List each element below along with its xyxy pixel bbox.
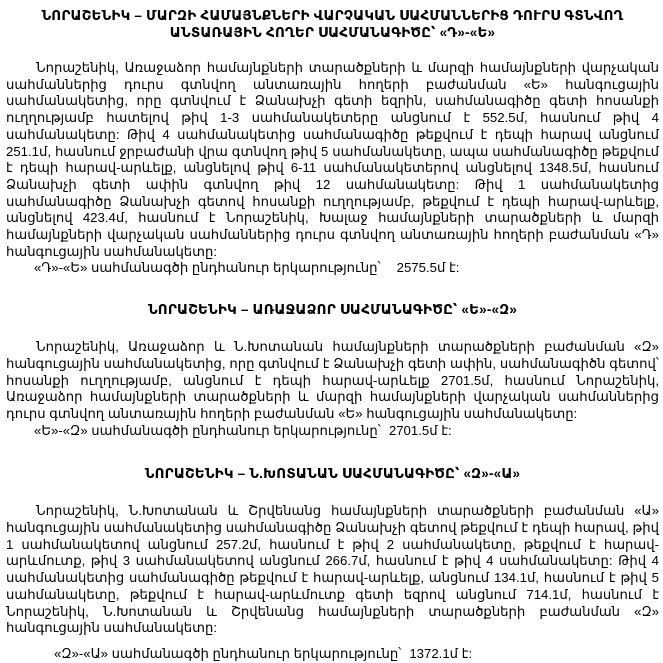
total-label: «Ե»-«Զ» սահմանագծի ընդհանուր երկարությունը՝	[34, 422, 381, 438]
section-total-length	[6, 646, 659, 663]
section-total-length	[6, 260, 659, 277]
section-title: ՆՈՐԱՇԵՆԻԿ – ՄԱՐԶԻ ՀԱՄԱՅՆՔՆԵՐԻ ՎԱՐՉԱԿԱՆ ՍԱՀՄԱՆՆԵՐԻՑ ԴՈՒՐՍ ԳՏՆՎՈՂ ԱՆՏԱՌԱՅԻՆ ՀՈՂԵՐ ՍԱՀՄԱՆԱԳԻԾԸ՝ «Դ»-«Ե»	[41, 8, 624, 40]
total-label: «Դ»-«Ե» սահմանագծի ընդհանուր երկարությունը՝	[34, 260, 381, 276]
total-value: 1372.1մ է:	[409, 645, 473, 661]
section-total-length	[6, 423, 659, 440]
total-label: «Զ»-«Ա» սահմանագծի ընդհանուր երկարությունը՝	[54, 645, 402, 661]
total-value: 2701.5մ է:	[388, 422, 452, 438]
total-value: 2575.5մ է:	[396, 260, 460, 276]
section-paragraph: Նորաշենիկ, Ն.Խոտանան և Շրվենանց համայնքների տարածքների բաժանման «Ա» հանգուցային սահմանակետից սահմանագիծը Ձանախչի գետով թեքվում է դեպի հարավ, թիվ 1 սահմանակետով անցնում 257.2մ, հասնում է թիվ 2 սահմանակետը, թեքվում է հարավ-արևմուտք, թիվ 3 սահմանակետով անցնում 266.7մ, հասնում է թիվ 4 սահմանակետը: Թիվ 4 սահմանակետից սահմանագիծը թեքվում է հարավ-արևելք, անցնում 134.1մ, հասնում է թիվ 5 սահմանակետը, թեքվում է հարավ-արևմուտք գետի եզրով անցնում 714.1մ, հասնում է Նորաշենիկ, Ն.Խոտանան և Շրվենանց համայնքների տարածքների բաժանման «Զ» հանգուցային սահմանակետը:	[6, 503, 659, 636]
section-paragraph: Նորաշենիկ, Առաջաձոր համայնքների տարածքների և մարզի համայնքների վարչական սահմաններից դուրս գտնվող անտառային հողերի բաժանման «Ե» հանգուցային սահմանակետից, որը գտնվում է Ձանախչի գետի եզրին, սահմանագիծը գետի հոսանքի ուղղությամբ հատելով թիվ 1-3 սահմանակետերը անցնում է 552.5մ, հասնում թիվ 4 սահմանակետը: Թիվ 4 սահմանակետից սահմանագիծը թեքվում է դեպի հարավ անցնում 251.1մ, հասնում ջրբաժանի վրա գտնվող թիվ 5 սահմանակետը, ապա սահմանագիծը թեքվում է դեպի հարավ-արևելք, անցնելով թիվ 6-11 սահմանակետերով անցնելով 1348.5մ, հասնում Ձանախչի գետի ափին գտնվող թիվ 12 սահմանակետը: Թիվ 1 սահմանակետից սահմանագիծը Ձանախչի գետով հոսանքի ուղղությամբ, թեքվում է դեպի հարավ-արևելք, անցնելով 423.4մ, հասնում է Նորաշենիկ, Խալաջ համայնքների տարածքների և մարզի համայնքների վարչական սահմաններից դուրս գտնվող անտառային հողերի բաժանման «Դ» հանգուցային սահմանակետը:	[6, 60, 659, 259]
section-d-e	[6, 0, 659, 277]
section-e-z	[6, 301, 659, 439]
section-title: ՆՈՐԱՇԵՆԻԿ – Ն.ԽՈՏԱՆԱՆ ՍԱՀՄԱՆԱԳԻԾԸ՝ «Զ»-«Ա»	[144, 466, 521, 482]
section-z-a	[6, 465, 659, 662]
section-paragraph: Նորաշենիկ, Առաջաձոր և Ն.Խոտանան համայնքների տարածքների բաժանման «Զ» հանգուցային սահմանակետից, որը գտնվում է Ձանախչի գետի ափին, սահմանագիծն գետով՝ հոսանքի ուղղությամբ, անցնում է դեպի հարավ-արևելք 2701.5մ, հասնում Նորաշենիկ, Առաջաձոր համայնքների տարածքների և մարզի համայնքների վարչական սահմաններից դուրս գտնվող անտառային հողերի բաժանման «Ե» հանգուցային սահմանակետը:	[6, 339, 659, 421]
section-title: ՆՈՐԱՇԵՆԻԿ – ԱՌԱՋԱՁՈՐ ՍԱՀՄԱՆԱԳԻԾԸ՝ «Ե»-«Զ»	[147, 302, 518, 318]
